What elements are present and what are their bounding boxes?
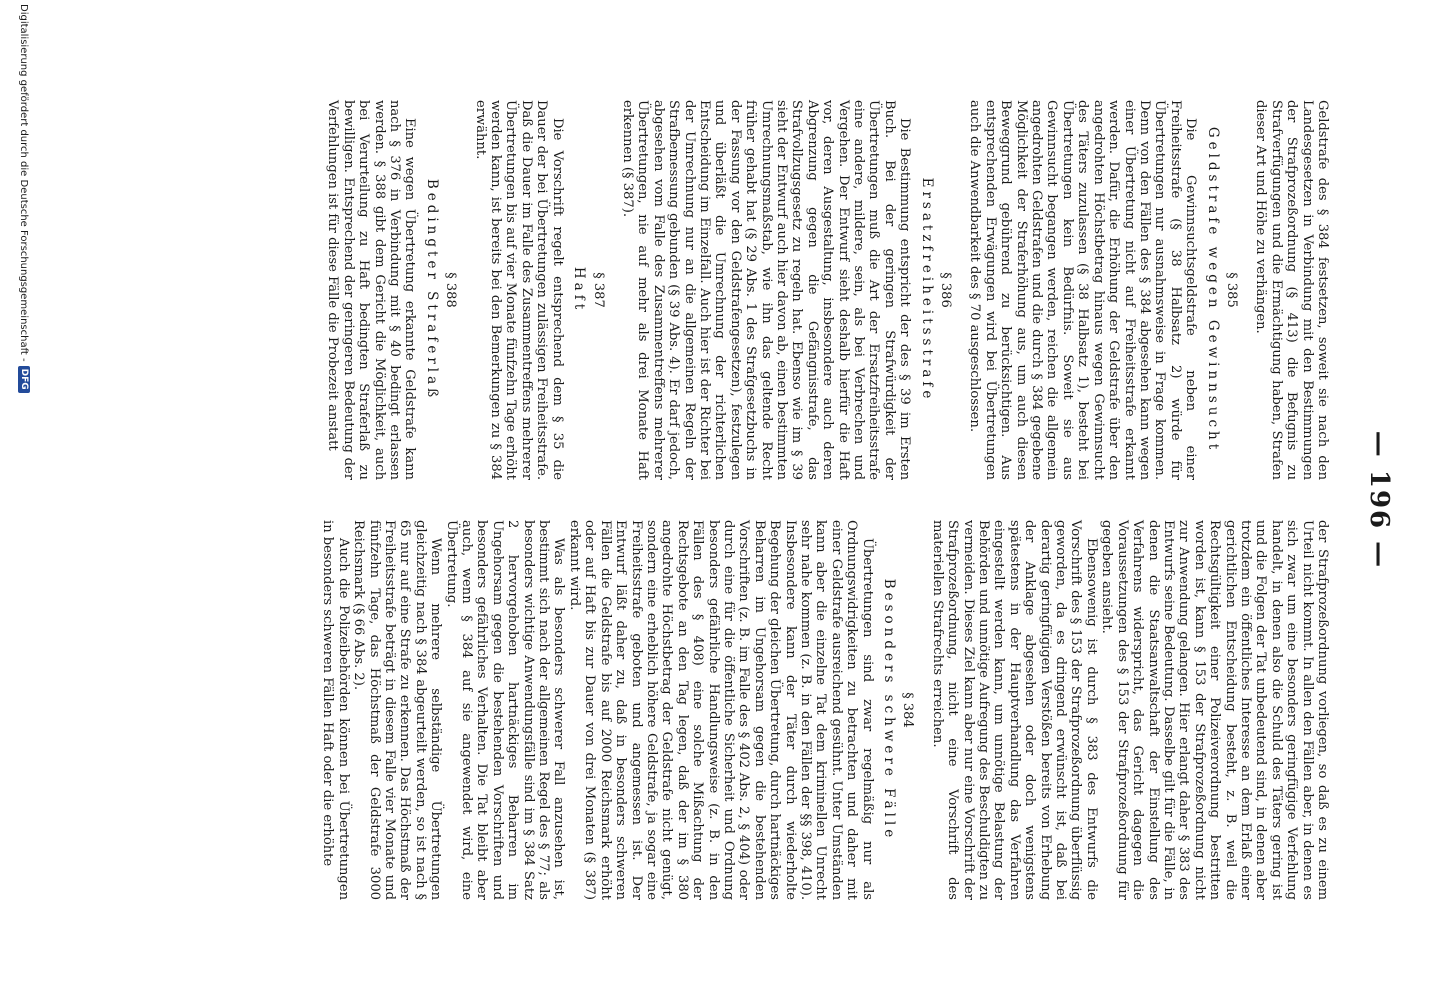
section-number-387: § 387: [590, 272, 606, 308]
paragraph: Ebensowenig ist durch § 383 des Entwurfs die Vorschrift des § 153 der Strafprozeßordnung überflüssig geworden, da es dringend erwünscht ist, daß bei derartig geringfügigen Verstößen bereits von Erhebung der Anklage abgesehen oder doch wenigstens spätestens in der Hauptverhandlung das Verfahren eingestellt werden kann, um unnötige Belastung der Behörden und unnötige Aufregung des Beschuldigten zu vermeiden. Dieses Ziel kann aber nur eine Vorschrift der Strafprozeßordnung, nicht eine Vorschrift des materiellen Strafrechts erreichen.: [929, 520, 1099, 900]
paragraph: Die Bestimmung entspricht der des § 39 im Ersten Buch. Bei der geringen Strafwürdigkeit der Übertretungen muß die Art der Ersatzfreiheitsstrafe eine andere, mildere, sein, als bei Verbrechen und Vergehen. Der Entwurf sieht deshalb hierfür die Haft vor, deren Ausgestaltung, insbesondere auch deren Abgrenzung gegen die Gefängnisstrafe, das Strafvollzugsgesetz zu regeln hat. Ebenso wie im § 39 sieht der Entwurf auch hier davon ab, einen bestimmten Umrechnungsmaßstab, wie ihn das geltende Recht früher gehabt hat (§ 29 Abs. 1 des Strafgesetzbuchs in der Fassung vor den Geldstrafengesetzen), festzulegen und überläßt die Umrechnung der richterlichen Entscheidung im Einzelfall. Auch hier ist der Richter bei der Umrechnung nur an die allgemeinen Regeln der Strafbemessung gebunden (§ 39 Abs. 4). Er darf jedoch, abgesehen vom Falle des Zusammentreffens mehrerer Übertretungen, nie auf mehr als drei Monate Haft erkennen (§ 387).: [619, 100, 913, 480]
section-heading-388: Bedingter Straferlaß: [423, 178, 440, 402]
paragraph: Die Gewinnsuchtsgeldstrafe neben einer Freiheitsstrafe (§ 38 Halbsatz 2) würde für Übertretungen nur ausnahmsweise in Frage kommen. Denn von den Fällen des § 384 abgesehen kann wegen einer Übertretung nicht auf Freiheitsstrafe erkannt werden. Dafür, die Erhöhung der Geldstrafe über den angedrohten Höchstbetrag hinaus wegen Gewinnsucht des Täters zuzulassen (§ 38 Halbsatz 1), besteht bei Übertretungen kein Bedürfnis. Soweit sie aus Gewinnsucht begangen werden, reichen die allgemein angedrohten Geldstrafen und die durch § 384 gegebene Möglichkeit der Straferhöhung aus, um auch diesen Beweggrund gebührend zu berücksichtigen. Aus entsprechenden Erwägungen wird bei Übertretungen auch die Anwendbarkeit des § 70 ausgeschlossen.: [967, 100, 1199, 480]
left-column: [325, 100, 1330, 480]
right-column: [320, 520, 1330, 900]
section-number-384: § 384: [900, 692, 916, 728]
section-heading-385: Geldstrafe wegen Gewinnsucht: [1204, 126, 1221, 454]
section-heading-386: Ersatzfreiheitsstrafe: [918, 177, 935, 403]
paragraph: Die Vorschrift regelt entsprechend dem § 35 die Dauer der bei Übertretungen zulässigen Freiheitsstrafe. Daß die Dauer im Falle des Zusammentreffens mehrerer Übertretungen bis auf vier Monate fünfzehn Tage erhöht werden kann, ist bereits bei den Bemerkungen zu § 384 erwähnt.: [472, 100, 565, 480]
paragraph: Wenn mehrere selbständige Übertretungen gleichzeitig nach § 384 abgeurteilt werden, so ist nach § 65 nur auf eine Strafe zu erkennen. Das Höchstmaß der Freiheitsstrafe beträgt in diesem Falle vier Monate und fünfzehn Tage, das Höchstmaß der Geldstrafe 3000 Reichsmark (§ 66 Abs. 2).: [351, 520, 444, 900]
paragraph: Übertretungen sind zwar regelmäßig nur als Ordnungswidrigkeiten zu betrachten und daher mit einer Geldstrafe ausreichend gesühnt. Unter Umständen kann aber die einzelne Tat dem kriminellen Unrecht sehr nahe kommen (z. B. in den Fällen der §§ 398, 410). Insbesondere kann der Täter durch wiederholte Begehung der gleichen Übertretung, durch hartnäckiges Beharren im Ungehorsam gegen die bestehenden Vorschriften (z. B. im Falle des § 402 Abs. 2, § 404) oder durch eine für die öffentliche Sicherheit und Ordnung besonders gefährliche Handlungsweise (z. B. in den Fällen des § 408) eine solche Mißachtung der Rechtsgebote an den Tag legen, daß der im § 380 angedrohte Höchstbetrag der Geldstrafe nicht genügt, sondern eine erheblich höhere Geldstrafe, ja sogar eine Freiheitsstrafe geboten und angemessen ist. Der Entwurf läßt daher zu, daß in besonders schweren Fällen die Geldstrafe bis auf 2000 Reichsmark erhöht oder auf Haft bis zur Dauer von drei Monaten (§ 387) erkannt wird.: [566, 520, 875, 900]
digitization-footer: [18, 0, 30, 1004]
section-heading-384: Besonders schwere Fälle: [881, 578, 898, 842]
section-number-385: § 385: [1223, 272, 1239, 308]
page-number: — 196 —: [1364, 430, 1394, 570]
paragraph: Auch die Polizeibehörden können bei Übertretungen in besonders schweren Fällen Haft oder die erhöhte: [320, 520, 351, 900]
paragraph: Eine wegen Übertretung erkannte Geldstrafe kann nach § 376 in Verbindung mit § 40 bedingt erlassen werden. § 388 gibt dem Gericht die Möglichkeit, auch bei Verurteilung zu Haft bedingten Straferlaß zu bewilligen. Entsprechend der geringeren Bedeutung der Verfehlungen ist für diese Fälle die Probezeit anstatt: [325, 100, 418, 480]
section-number-386: § 386: [938, 272, 954, 308]
paragraph: Geldstrafe des § 384 festsetzen, soweit sie nach den Landesgesetzen in Verbindung mit den Bestimmungen der Strafprozeßordnung (§ 413) die Befugnis zu Strafverfügungen und die Ermächtigung haben, Strafen dieser Art und Höhe zu verhängen.: [1253, 100, 1330, 480]
dfg-logo-icon: DFG: [18, 366, 30, 393]
section-number-388: § 388: [443, 272, 459, 308]
paragraph: Was als besonders schwerer Fall anzusehen ist, bestimmt sich nach der allgemeinen Regel des § 77; als besonders wichtige Anwendungsfälle sind im § 384 Satz 2 hervorgehoben hartnäckiges Beharren im Ungehorsam gegen die bestehenden Vorschriften und besonders gefährliches Verhalten. Die Tat bleibt aber auch, wenn § 384 auf sie angewendet wird, eine Übertretung.: [443, 520, 567, 900]
footer-text: Digitalisierung gefördert durch die Deutsche Forschungsgemeinschaft -: [18, 4, 30, 362]
paragraph: der Strafprozeßordnung vorliegen, so daß es zu einem Urteil nicht kommt. In allen den Fällen aber, in denen es sich zwar um eine besonders geringfügige Verfehlung handelt, in denen also die Schuld des Täters gering ist und die Folgen der Tat unbedeutend sind, in denen aber trotzdem ein öffentliches Interesse an dem Erlaß einer gerichtlichen Entscheidung besteht, z. B. weil die Rechtsgültigkeit einer Polizeiverordnung bestritten worden ist, kann § 153 der Strafprozeßordnung nicht zur Anwendung gelangen. Hier erlangt daher § 383 des Entwurfs seine Bedeutung. Dasselbe gilt für die Fälle, in denen die Staatsanwaltschaft der Einstellung des Verfahrens widerspricht, das Gericht dagegen die Voraussetzungen des § 153 der Strafprozeßordnung für gegeben ansieht.: [1099, 520, 1330, 900]
section-heading-387: Haft: [571, 266, 588, 314]
